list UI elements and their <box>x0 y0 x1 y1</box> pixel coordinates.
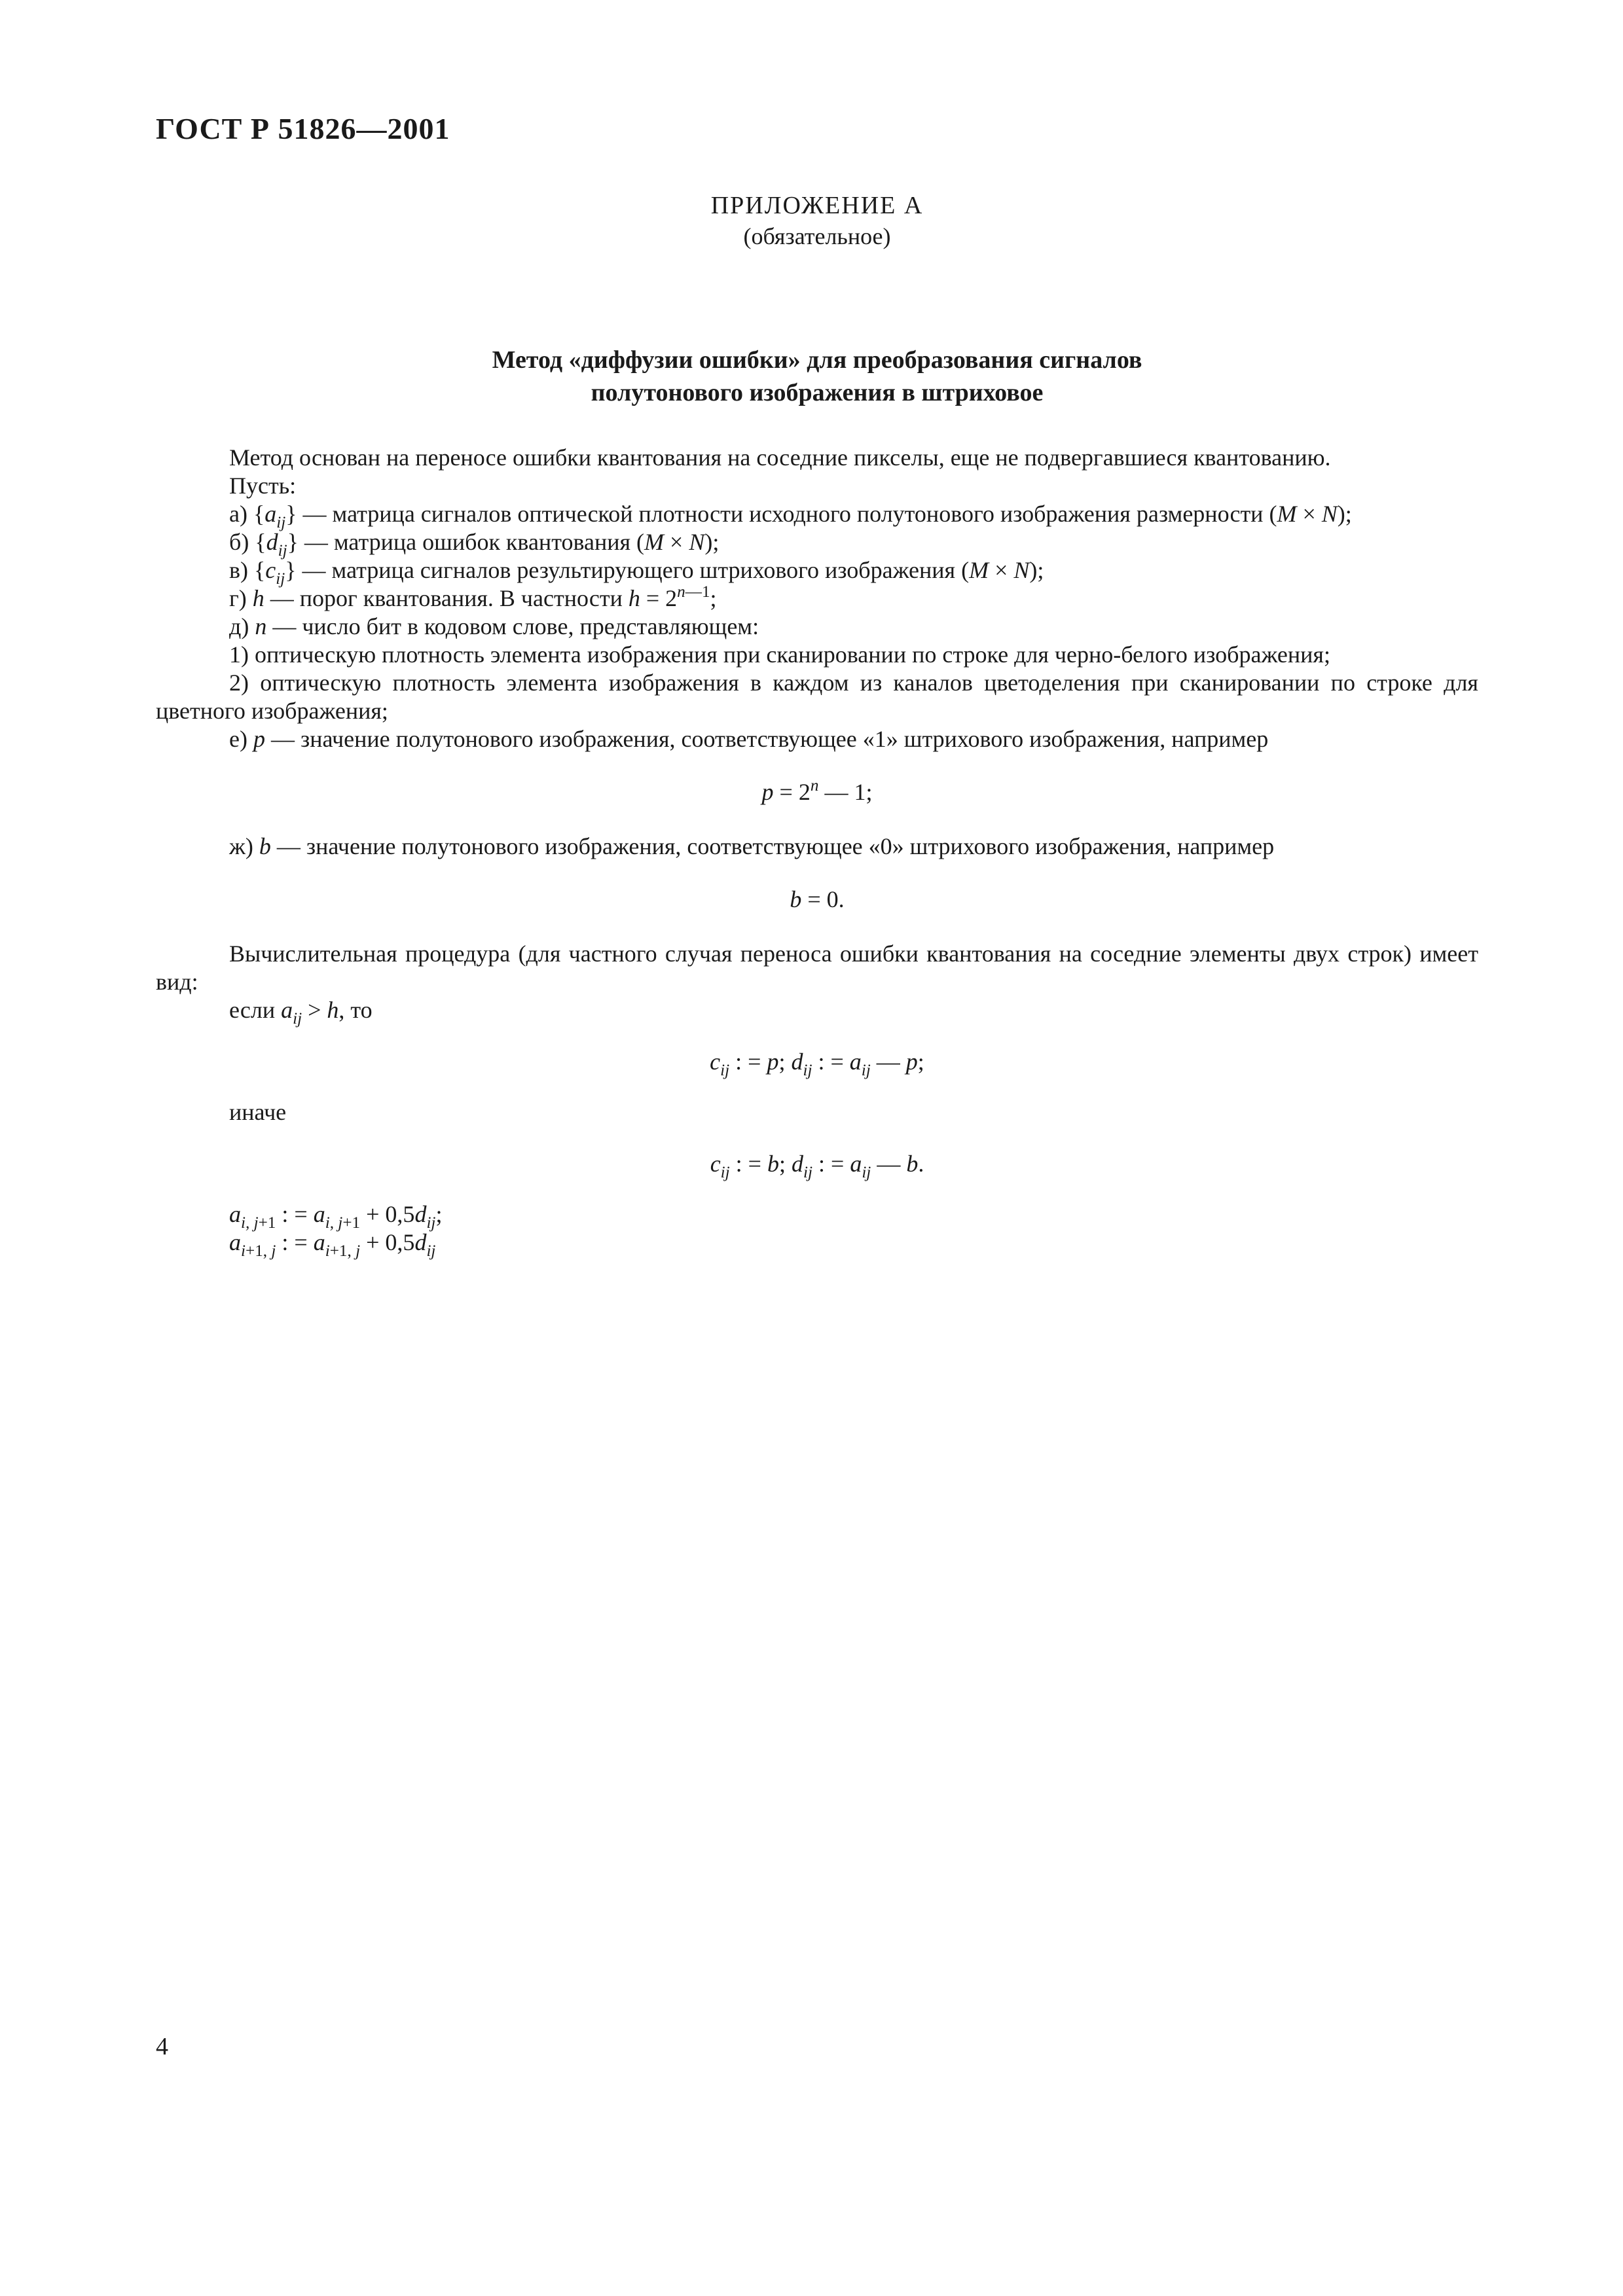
document-code: ГОСТ Р 51826—2001 <box>156 112 450 145</box>
item-1: 1) оптическую плотность элемента изображения при сканировании по строке для черно-белого изображения; <box>229 641 1330 668</box>
section-title <box>156 344 1478 409</box>
section-title-line2: полутонового изображения в штриховое <box>591 379 1044 406</box>
item-zh: ж) b — значение полутонового изображения, соответствующее «0» штрихового изображения, например <box>229 833 1275 859</box>
item-b: б) $\{d_{ij}\}$ — матрица ошибок квантования (M × N); <box>229 529 720 560</box>
item-g: г) h — порог квантования. В частности $h = 2^{n—1}$; <box>229 583 717 611</box>
appendix-title: ПРИЛОЖЕНИЕ А <box>710 192 924 219</box>
intro-paragraph: Метод основан на переносе ошибки квантования на соседние пикселы, еще не подвергавшиеся квантованию. <box>229 444 1331 471</box>
let-paragraph: Пусть: <box>229 473 297 499</box>
item-a: а) $\{a_{ij}\}$ — матрица сигналов оптической плотности исходного полутонового изображения размерности (M × N); <box>229 501 1352 531</box>
item-e: е) p — значение полутонового изображения, соответствующее «1» штрихового изображения, например <box>229 726 1269 752</box>
formula-b: b = 0. <box>790 886 845 912</box>
page-number: 4 <box>156 2033 168 2060</box>
item-d: д) n — число бит в кодовом слове, представляющем: <box>229 613 759 639</box>
formula-p: $p = 2^n$ — 1; <box>761 777 873 805</box>
else-label: иначе <box>229 1099 287 1125</box>
item-2: 2) оптическую плотность элемента изображения в каждом из каналов цветоделения при сканировании по строке для цветного изображения; <box>156 670 1478 724</box>
body-text <box>156 444 1478 1260</box>
appendix-status: (обязательное) <box>743 223 891 249</box>
item-v: в) $\{c_{ij}\}$ — матрица сигналов результирующего штрихового изображения (M × N); <box>229 557 1044 588</box>
section-title-line1: Метод «диффузии ошибки» для преобразования сигналов <box>492 346 1142 374</box>
formula-else: $c_{ij}$ : = b; $d_{ij}$ : = $a_{ij}$ — b. <box>710 1151 924 1181</box>
formula-row-update: $a_{i, j+1}$ : = $a_{i, j+1} + 0,5d_{ij}$; <box>229 1201 443 1232</box>
formula-col-update: $a_{i+1, j}$ : = $a_{i+1, j} + 0,5d_{ij}$ <box>229 1229 436 1260</box>
formula-then: $c_{ij}$ : = p; $d_{ij}$ : = $a_{ij}$ — p; <box>710 1049 924 1079</box>
procedure-paragraph: Вычислительная процедура (для частного случая переноса ошибки квантования на соседние элементы двух строк) имеет вид: <box>156 941 1478 995</box>
if-condition: если $a_{ij} > h$, то <box>229 997 373 1028</box>
